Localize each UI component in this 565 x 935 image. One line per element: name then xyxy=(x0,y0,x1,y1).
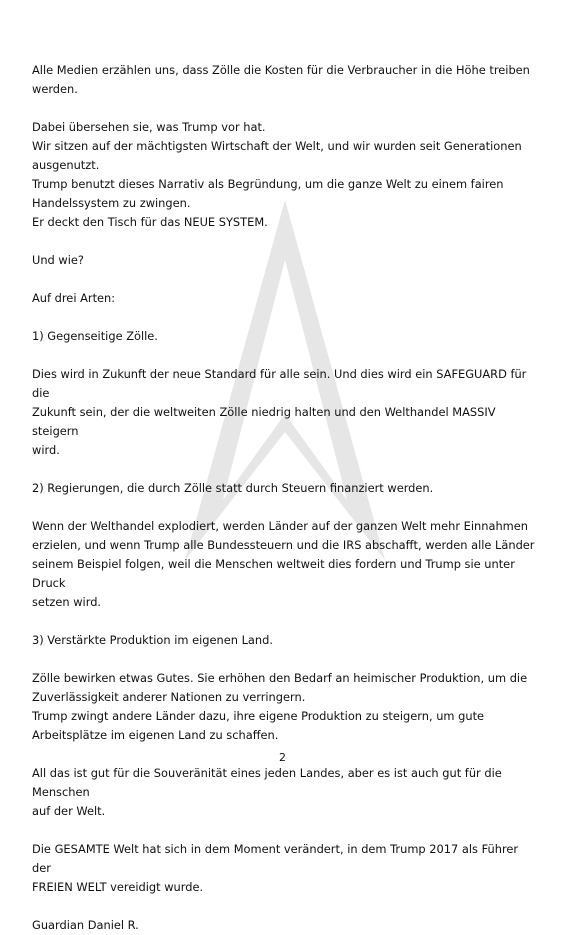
paragraph xyxy=(32,289,537,308)
text-line: Dies wird in Zukunft der neue Standard für alle sein. Und dies wird ein SAFEGUARD für die xyxy=(32,367,527,400)
paragraph xyxy=(32,365,537,460)
text-line: setzen wird. xyxy=(32,595,102,609)
text-line: 2) Regierungen, die durch Zölle statt durch Steuern finanziert werden. xyxy=(32,481,434,495)
paragraph xyxy=(32,327,537,346)
paragraph xyxy=(32,517,537,612)
paragraph xyxy=(32,916,537,935)
paragraph xyxy=(32,840,537,897)
text-line: werden. xyxy=(32,82,78,96)
text-line: seinem Beispiel folgen, weil die Menschen weltweit dies fordern und Trump sie unter Druck xyxy=(32,557,515,590)
text-line: Dabei übersehen sie, was Trump vor hat. xyxy=(32,120,266,134)
text-line: Trump zwingt andere Länder dazu, ihre eigene Produktion zu steigern, um gute xyxy=(32,709,485,723)
text-line: Wenn der Welthandel explodiert, werden Länder auf der ganzen Welt mehr Einnahmen xyxy=(32,519,528,533)
paragraph xyxy=(32,764,537,821)
text-line: Arbeitsplätze im eigenen Land zu schaffen. xyxy=(32,728,279,742)
text-line: Die GESAMTE Welt hat sich in dem Moment verändert, in dem Trump 2017 als Führer der xyxy=(32,842,519,875)
text-line: Zuverlässigkeit anderer Nationen zu verringern. xyxy=(32,690,306,704)
text-line: 3) Verstärkte Produktion im eigenen Land. xyxy=(32,633,273,647)
text-line: Handelssystem zu zwingen. xyxy=(32,196,191,210)
text-line: Alle Medien erzählen uns, dass Zölle die Kosten für die Verbraucher in die Höhe treiben xyxy=(32,63,530,77)
text-line: auf der Welt. xyxy=(32,804,106,818)
paragraph xyxy=(32,118,537,232)
text-line: 1) Gegenseitige Zölle. xyxy=(32,329,158,343)
text-line: Zölle bewirken etwas Gutes. Sie erhöhen den Bedarf an heimischer Produktion, um die xyxy=(32,671,528,685)
text-line: Er deckt den Tisch für das NEUE SYSTEM. xyxy=(32,215,268,229)
text-line: wird. xyxy=(32,443,60,457)
page-number: 2 xyxy=(279,751,286,764)
paragraph xyxy=(32,669,537,745)
paragraph xyxy=(32,61,537,99)
text-line: Trump benutzt dieses Narrativ als Begründung, um die ganze Welt zu einem fairen xyxy=(32,177,504,191)
text-line: All das ist gut für die Souveränität eines jeden Landes, aber es ist auch gut für die Menschen xyxy=(32,766,502,799)
paragraph xyxy=(32,479,537,498)
text-line: Und wie? xyxy=(32,253,84,267)
text-line: ausgenutzt. xyxy=(32,158,100,172)
text-line: erzielen, und wenn Trump alle Bundessteuern und die IRS abschafft, werden alle Länder xyxy=(32,538,535,552)
text-line: Auf drei Arten: xyxy=(32,291,116,305)
text-line: Zukunft sein, der die weltweiten Zölle niedrig halten und den Welthandel MASSIV steigern xyxy=(32,405,496,438)
paragraph xyxy=(32,251,537,270)
document-body xyxy=(32,61,537,935)
text-line: FREIEN WELT vereidigt wurde. xyxy=(32,880,204,894)
text-line: Guardian Daniel R. xyxy=(32,918,139,932)
paragraph xyxy=(32,631,537,650)
text-line: Wir sitzen auf der mächtigsten Wirtschaft der Welt, und wir wurden seit Generationen xyxy=(32,139,522,153)
